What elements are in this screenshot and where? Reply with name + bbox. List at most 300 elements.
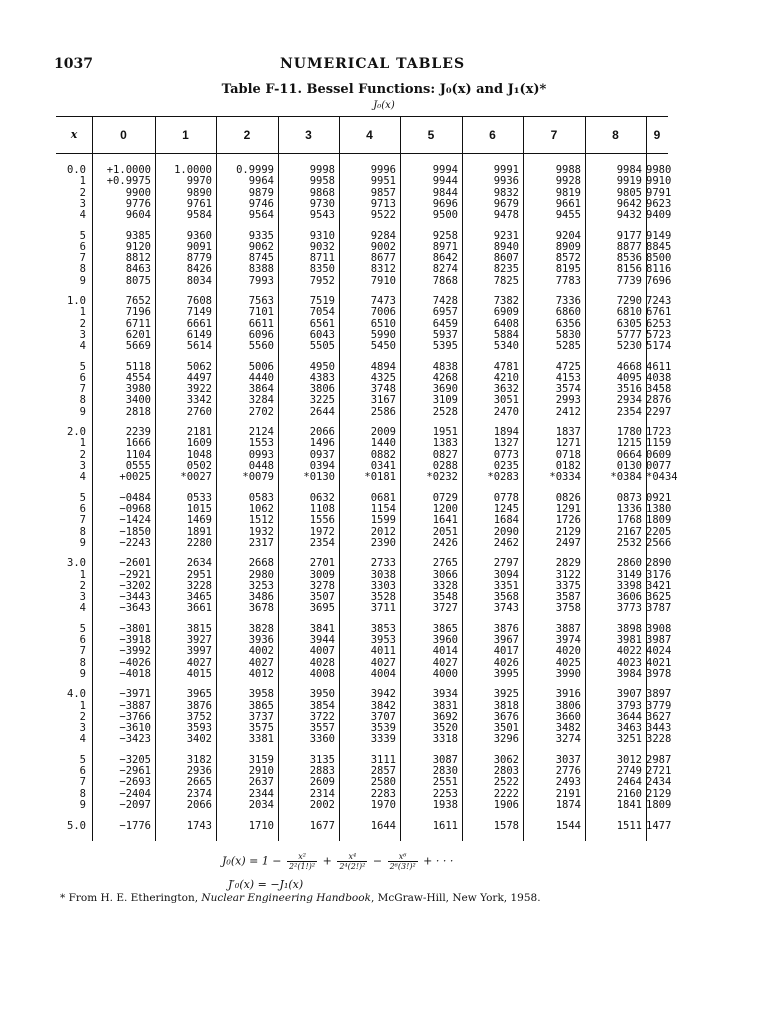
table-cell: 4268 bbox=[432, 371, 458, 384]
table-cell: 4002 bbox=[248, 645, 274, 658]
table-cell: 9936 bbox=[493, 175, 519, 188]
table-cell: 3793 bbox=[616, 699, 642, 712]
table-cell: 8075 bbox=[125, 274, 151, 287]
footnote-title: Nuclear Engineering Handbook bbox=[201, 892, 371, 904]
table-cell: *0181 bbox=[364, 471, 396, 484]
table-cell: 9988 bbox=[555, 164, 581, 176]
table-cell: 2124 bbox=[248, 426, 274, 439]
table-cell: 5884 bbox=[493, 328, 519, 341]
table-cell: 9002 bbox=[370, 240, 396, 253]
column-header: 3 bbox=[305, 128, 312, 142]
table-cell: 9335 bbox=[248, 229, 274, 242]
table-cell: 8711 bbox=[309, 252, 335, 265]
table-cell: 1891 bbox=[186, 525, 212, 538]
table-cell: 3575 bbox=[248, 722, 274, 735]
table-cell: 3958 bbox=[248, 688, 274, 701]
table-cell: 3568 bbox=[493, 591, 519, 604]
table-cell: 1710 bbox=[248, 819, 274, 832]
table-cell: 5614 bbox=[186, 340, 212, 353]
table-cell: 6611 bbox=[248, 317, 274, 330]
table-cell: 2283 bbox=[370, 787, 396, 800]
table-cell: 9879 bbox=[248, 186, 274, 199]
table-cell: *0130 bbox=[303, 471, 335, 484]
table-cell: 9623 bbox=[646, 197, 672, 210]
table-cell: 2051 bbox=[432, 525, 458, 538]
table-cell: 3627 bbox=[646, 710, 672, 723]
table-cell: 4004 bbox=[370, 667, 396, 680]
table-cell: 6253 bbox=[646, 317, 672, 330]
table-cell: 5340 bbox=[493, 340, 519, 353]
table-cell: 3644 bbox=[616, 710, 642, 723]
table-cell: 4007 bbox=[309, 645, 335, 658]
term-2-denominator: 2⁴(2!)² bbox=[339, 862, 366, 871]
table-cell: −3202 bbox=[119, 579, 151, 592]
table-cell: 2434 bbox=[646, 776, 672, 789]
table-cell: 2733 bbox=[370, 557, 396, 570]
table-cell: 2129 bbox=[555, 525, 581, 538]
table-cell: 3981 bbox=[616, 634, 642, 647]
formula-term-1 bbox=[287, 852, 317, 871]
table-cell: 6761 bbox=[646, 306, 672, 319]
table-cell: 4017 bbox=[493, 645, 519, 658]
table-cell: 3752 bbox=[186, 710, 212, 723]
table-cell: 3806 bbox=[555, 699, 581, 712]
table-cell: 2665 bbox=[186, 776, 212, 789]
table-cell: 1512 bbox=[248, 514, 274, 527]
table-cell: 9455 bbox=[555, 209, 581, 221]
table-cell: 0773 bbox=[493, 448, 519, 461]
table-cell: 0882 bbox=[370, 448, 396, 461]
table-cell: 3159 bbox=[248, 753, 274, 766]
row-label: 4 bbox=[79, 471, 86, 484]
table-cell: 1062 bbox=[248, 503, 274, 515]
table-cell: 3149 bbox=[616, 568, 642, 581]
table-cell: 6711 bbox=[125, 317, 151, 330]
table-cell: 3278 bbox=[309, 579, 335, 592]
table-cell: 2528 bbox=[432, 405, 458, 418]
table-cell: 7473 bbox=[370, 295, 396, 308]
table-cell: 3548 bbox=[432, 591, 458, 604]
row-label: 4 bbox=[79, 209, 86, 221]
table-cell: 2314 bbox=[309, 787, 335, 800]
table-cell: 2280 bbox=[186, 536, 212, 549]
table-cell: 2890 bbox=[646, 557, 672, 570]
table-cell: 1809 bbox=[646, 798, 672, 811]
table-cell: 1684 bbox=[493, 514, 519, 527]
table-cell: 5062 bbox=[186, 360, 212, 373]
table-cell: 0873 bbox=[616, 491, 642, 504]
table-cell: 9231 bbox=[493, 229, 519, 242]
table-cell: 3606 bbox=[616, 591, 642, 604]
row-label: 9 bbox=[79, 667, 86, 680]
table-cell: 3711 bbox=[370, 602, 396, 615]
row-label: 6 bbox=[79, 371, 86, 384]
table-cell: 8500 bbox=[646, 252, 672, 265]
table-cell: 3828 bbox=[248, 622, 274, 635]
row-label: 2 bbox=[79, 186, 86, 199]
table-cell: 4027 bbox=[248, 656, 274, 669]
table-cell: −3610 bbox=[119, 722, 151, 735]
table-cell: 3587 bbox=[555, 591, 581, 604]
table-cell: 1743 bbox=[186, 819, 212, 832]
table-cell: 1874 bbox=[555, 798, 581, 811]
table-cell: −0484 bbox=[119, 491, 151, 504]
table-header-rule bbox=[56, 153, 668, 154]
table-cell: 8536 bbox=[616, 252, 642, 265]
table-cell: 3087 bbox=[432, 753, 458, 766]
table-cell: 2464 bbox=[616, 776, 642, 789]
table-cell: 3176 bbox=[646, 568, 672, 581]
table-cell: 3995 bbox=[493, 667, 519, 680]
table-cell: 5669 bbox=[125, 340, 151, 353]
table-cell: 1932 bbox=[248, 525, 274, 538]
column-header: 2 bbox=[243, 128, 251, 142]
table-cell: 4024 bbox=[646, 645, 672, 658]
table-cell: 1611 bbox=[432, 819, 458, 832]
table-cell: 2803 bbox=[493, 765, 519, 778]
table-cell: 3953 bbox=[370, 634, 396, 647]
table-cell: 2205 bbox=[646, 525, 672, 538]
table-cell: 4025 bbox=[555, 656, 581, 669]
table-cell: 9258 bbox=[432, 229, 458, 242]
row-label: 7 bbox=[79, 252, 86, 265]
table-cell: 3557 bbox=[309, 722, 335, 735]
row-label: 4 bbox=[79, 340, 86, 353]
table-cell: 4095 bbox=[616, 371, 642, 384]
table-cell: 1271 bbox=[555, 437, 581, 450]
table-cell: 7563 bbox=[248, 295, 274, 308]
table-cell: +1.0000 bbox=[106, 164, 151, 176]
row-label: 5.0 bbox=[67, 819, 86, 832]
table-cell: 4008 bbox=[309, 667, 335, 680]
table-cell: −1424 bbox=[119, 514, 151, 527]
table-cell: 1644 bbox=[370, 819, 396, 832]
table-cell: 8677 bbox=[370, 252, 396, 265]
table-cell: 3339 bbox=[370, 733, 396, 746]
table-cell: 3925 bbox=[493, 688, 519, 701]
table-cell: 9679 bbox=[493, 197, 519, 210]
table-cell: 1809 bbox=[646, 514, 672, 527]
table-cell: 9149 bbox=[646, 229, 672, 242]
table-cell: 1556 bbox=[309, 514, 335, 527]
table-cell: 3574 bbox=[555, 383, 581, 396]
table-cell: 9120 bbox=[125, 240, 151, 253]
table-cell: 2936 bbox=[186, 765, 212, 778]
table-cell: 9584 bbox=[186, 209, 212, 221]
table-cell: 3854 bbox=[309, 699, 335, 712]
table-cell: 3632 bbox=[493, 383, 519, 396]
row-label: 8 bbox=[79, 656, 86, 669]
table-cell: 7825 bbox=[493, 274, 519, 287]
table-cell: 3111 bbox=[370, 753, 396, 766]
table-cell: 6408 bbox=[493, 317, 519, 330]
table-cell: 7652 bbox=[125, 295, 151, 308]
table-cell: 5395 bbox=[432, 340, 458, 353]
table-cell: 1970 bbox=[370, 798, 396, 811]
table-cell: 3051 bbox=[493, 394, 519, 407]
table-cell: 3402 bbox=[186, 733, 212, 746]
table-cell: 2634 bbox=[186, 557, 212, 570]
table-cell: 2066 bbox=[309, 426, 335, 439]
table-cell: 3678 bbox=[248, 602, 274, 615]
table-cell: 8745 bbox=[248, 252, 274, 265]
term-3-numerator: x⁶ bbox=[388, 852, 418, 862]
table-cell: 3135 bbox=[309, 753, 335, 766]
table-cell: 9746 bbox=[248, 197, 274, 210]
table-cell: 8312 bbox=[370, 263, 396, 276]
table-cell: 3942 bbox=[370, 688, 396, 701]
table-cell: 4000 bbox=[432, 667, 458, 680]
table-cell: 1159 bbox=[646, 437, 672, 450]
table-cell: 9970 bbox=[186, 175, 212, 188]
table-cell: 3443 bbox=[646, 722, 672, 735]
table-cell: 2167 bbox=[616, 525, 642, 538]
row-label: 3 bbox=[79, 328, 86, 341]
table-cell: 2580 bbox=[370, 776, 396, 789]
table-cell: 9776 bbox=[125, 197, 151, 210]
table-cell: 0235 bbox=[493, 459, 519, 472]
table-cell: 2951 bbox=[186, 568, 212, 581]
table-cell: 4153 bbox=[555, 371, 581, 384]
table-cell: 3062 bbox=[493, 753, 519, 766]
table-cell: 2344 bbox=[248, 787, 274, 800]
table-cell: 7336 bbox=[555, 295, 581, 308]
table-cell: 2253 bbox=[432, 787, 458, 800]
table-cell: 2993 bbox=[555, 394, 581, 407]
table-cell: 3037 bbox=[555, 753, 581, 766]
table-cell: 0583 bbox=[248, 491, 274, 504]
term-1-numerator: x² bbox=[287, 852, 317, 862]
table-cell: 3398 bbox=[616, 579, 642, 592]
table-cell: 1477 bbox=[646, 819, 672, 832]
table-cell: 1837 bbox=[555, 426, 581, 439]
table-cell: 5937 bbox=[432, 328, 458, 341]
table-cell: 2012 bbox=[370, 525, 396, 538]
formula-lhs: J₀(x) = 1 − bbox=[222, 854, 282, 868]
table-cell: 9177 bbox=[616, 229, 642, 242]
row-label: 1 bbox=[79, 437, 86, 450]
formula-op-3: − bbox=[372, 854, 383, 868]
table-cell: 3773 bbox=[616, 602, 642, 615]
table-cell: 8116 bbox=[646, 263, 672, 276]
table-cell: −3801 bbox=[119, 622, 151, 635]
table-cell: 5830 bbox=[555, 328, 581, 341]
table-cell: 9910 bbox=[646, 175, 672, 188]
table-cell: 9409 bbox=[646, 209, 672, 221]
table-cell: 2426 bbox=[432, 536, 458, 549]
table-cell: 1469 bbox=[186, 514, 212, 527]
row-label: 9 bbox=[79, 798, 86, 811]
table-cell: 1894 bbox=[493, 426, 519, 439]
table-cell: 2765 bbox=[432, 557, 458, 570]
table-cell: 1496 bbox=[309, 437, 335, 450]
table-cell: 4950 bbox=[309, 360, 335, 373]
table-cell: 3094 bbox=[493, 568, 519, 581]
column-header: x bbox=[70, 128, 78, 141]
table-cell: 3997 bbox=[186, 645, 212, 658]
row-label: 5 bbox=[79, 753, 86, 766]
table-cell: 3922 bbox=[186, 383, 212, 396]
table-cell: 3695 bbox=[309, 602, 335, 615]
table-cell: 9032 bbox=[309, 240, 335, 253]
table-cell: *0334 bbox=[549, 471, 581, 484]
table-cell: −3423 bbox=[119, 733, 151, 746]
table-cell: 3927 bbox=[186, 634, 212, 647]
column-header: 9 bbox=[653, 128, 661, 142]
table-cell: 2462 bbox=[493, 536, 519, 549]
table-cell: 3228 bbox=[646, 733, 672, 746]
table-cell: 3381 bbox=[248, 733, 274, 746]
table-cell: 9713 bbox=[370, 197, 396, 210]
table-cell: 3727 bbox=[432, 602, 458, 615]
table-cell: 0664 bbox=[616, 448, 642, 461]
row-label: 6 bbox=[79, 503, 86, 515]
table-cell: 1154 bbox=[370, 503, 396, 515]
term-3-denominator: 2⁶(3!)² bbox=[389, 862, 416, 871]
table-cell: *0384 bbox=[610, 471, 642, 484]
table-cell: 3066 bbox=[432, 568, 458, 581]
table-cell: 2066 bbox=[186, 798, 212, 811]
table-cell: 1609 bbox=[186, 437, 212, 450]
table-cell: 1544 bbox=[555, 819, 581, 832]
column-header: 7 bbox=[550, 128, 558, 142]
table-cell: 2721 bbox=[646, 765, 672, 778]
table-cell: 8971 bbox=[432, 240, 458, 253]
row-label: 3 bbox=[79, 459, 86, 472]
table-cell: 3303 bbox=[370, 579, 396, 592]
table-cell: 2876 bbox=[646, 394, 672, 407]
table-cell: 7006 bbox=[370, 306, 396, 319]
table-cell: 4022 bbox=[616, 645, 642, 658]
table-cell: 3916 bbox=[555, 688, 581, 701]
table-cell: −3971 bbox=[119, 688, 151, 701]
table-cell: 9994 bbox=[432, 164, 458, 176]
table-cell: 4781 bbox=[493, 360, 519, 373]
row-label: 1 bbox=[79, 568, 86, 581]
row-label: 9 bbox=[79, 405, 86, 418]
table-cell: 2390 bbox=[370, 536, 396, 549]
table-cell: 6510 bbox=[370, 317, 396, 330]
table-cell: 9730 bbox=[309, 197, 335, 210]
table-cell: 4383 bbox=[309, 371, 335, 384]
table-cell: 3815 bbox=[186, 622, 212, 635]
table-cell: 9604 bbox=[125, 209, 151, 221]
table-cell: −3918 bbox=[119, 634, 151, 647]
table-cell: 4023 bbox=[616, 656, 642, 669]
table-cell: 5006 bbox=[248, 360, 274, 373]
table-cell: 2009 bbox=[370, 426, 396, 439]
table-cell: 3274 bbox=[555, 733, 581, 746]
table-cell: −2601 bbox=[119, 557, 151, 570]
table-cell: 6561 bbox=[309, 317, 335, 330]
table-cell: −2404 bbox=[119, 787, 151, 800]
table-cell: 2090 bbox=[493, 525, 519, 538]
table-cell: 3934 bbox=[432, 688, 458, 701]
table-cell: 3486 bbox=[248, 591, 274, 604]
table-cell: 7149 bbox=[186, 306, 212, 319]
table-cell: 7993 bbox=[248, 274, 274, 287]
table-cell: 3253 bbox=[248, 579, 274, 592]
table-cell: 9857 bbox=[370, 186, 396, 199]
table-cell: 4838 bbox=[432, 360, 458, 373]
table-cell: 6149 bbox=[186, 328, 212, 341]
table-cell: 6201 bbox=[125, 328, 151, 341]
table-cell: −3205 bbox=[119, 753, 151, 766]
table-cell: −1776 bbox=[119, 819, 151, 832]
table-cell: 7382 bbox=[493, 295, 519, 308]
table-cell: 6957 bbox=[432, 306, 458, 319]
column-header: 8 bbox=[612, 128, 619, 142]
footnote-prefix: * From H. E. Etherington, bbox=[60, 892, 202, 904]
table-cell: 0077 bbox=[646, 459, 672, 472]
footnote bbox=[60, 892, 541, 904]
row-label: 5 bbox=[79, 360, 86, 373]
table-cell: 1215 bbox=[616, 437, 642, 450]
table-cell: 3625 bbox=[646, 591, 672, 604]
table-cell: 2749 bbox=[616, 765, 642, 778]
table-cell: 9432 bbox=[616, 209, 642, 221]
table-cell: 9500 bbox=[432, 209, 458, 221]
table-cell: 8195 bbox=[555, 263, 581, 276]
table-cell: 1291 bbox=[555, 503, 581, 515]
table-cell: 2776 bbox=[555, 765, 581, 778]
table-cell: 3722 bbox=[309, 710, 335, 723]
row-label: 2 bbox=[79, 710, 86, 723]
table-cell: 7101 bbox=[248, 306, 274, 319]
table-cell: 4015 bbox=[186, 667, 212, 680]
term-2-numerator: x⁴ bbox=[337, 852, 367, 862]
table-cell: 2191 bbox=[555, 787, 581, 800]
table-cell: 5777 bbox=[616, 328, 642, 341]
table-cell: 4894 bbox=[370, 360, 396, 373]
table-title: Table F-11. Bessel Functions: J₀(x) and J₁(x)* bbox=[221, 82, 547, 97]
table-cell: 9385 bbox=[125, 229, 151, 242]
table-cell: 0778 bbox=[493, 491, 519, 504]
table-cell: 2702 bbox=[248, 405, 274, 418]
table-cell: 3661 bbox=[186, 602, 212, 615]
table-cell: 3936 bbox=[248, 634, 274, 647]
table-cell: 2297 bbox=[646, 405, 672, 418]
row-label: 8 bbox=[79, 525, 86, 538]
table-cell: 3865 bbox=[432, 622, 458, 635]
table-cell: 7054 bbox=[309, 306, 335, 319]
table-cell: 3482 bbox=[555, 722, 581, 735]
formula-term-3 bbox=[388, 852, 418, 871]
table-cell: 2857 bbox=[370, 765, 396, 778]
table-cell: 4020 bbox=[555, 645, 581, 658]
table-cell: 8034 bbox=[186, 274, 212, 287]
table-cell: 4027 bbox=[186, 656, 212, 669]
table-cell: 9761 bbox=[186, 197, 212, 210]
table-cell: 9964 bbox=[248, 175, 274, 188]
table-cell: 4027 bbox=[432, 656, 458, 669]
table-cell: 3748 bbox=[370, 383, 396, 396]
table-cell: 0533 bbox=[186, 491, 212, 504]
table-cell: 0632 bbox=[309, 491, 335, 504]
table-cell: 2354 bbox=[309, 536, 335, 549]
table-cell: 6043 bbox=[309, 328, 335, 341]
footnote-suffix: , McGraw-Hill, New York, 1958. bbox=[370, 892, 541, 904]
table-cell: 9980 bbox=[646, 164, 672, 176]
table-cell: 3737 bbox=[248, 710, 274, 723]
table-cell: 9062 bbox=[248, 240, 274, 253]
table-cell: 2239 bbox=[125, 426, 151, 439]
table-cell: 3960 bbox=[432, 634, 458, 647]
table-cell: 8426 bbox=[186, 263, 212, 276]
table-cell: −3766 bbox=[119, 710, 151, 723]
table-cell: *0027 bbox=[180, 471, 212, 484]
table-cell: 3463 bbox=[616, 722, 642, 735]
